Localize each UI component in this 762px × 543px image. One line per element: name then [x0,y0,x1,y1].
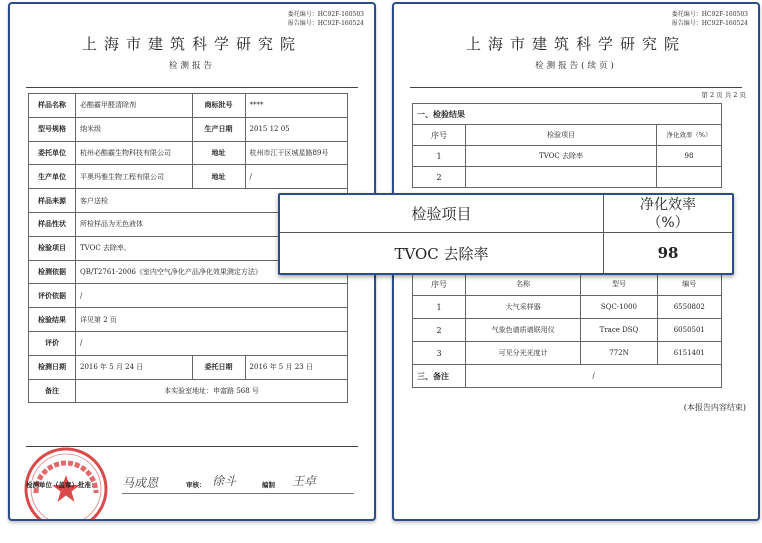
report-subtitle: 检测报告 [168,61,215,71]
table-row: 评价 / [29,331,348,355]
compiler-signature: 王卓 [292,474,317,488]
report-subtitle: 检测报告(续页) [535,61,617,71]
table-row: 3 可见分光光度计 772N 6151401 [413,342,722,365]
signature-line [122,493,354,494]
approver-signature: 马成恩 [122,476,159,490]
table-row: 1 TVOC 去除率 98 [413,146,722,167]
report-number: 报告编号：HC92F-160524 [671,20,748,27]
report-number: 报告编号：HC92F-160524 [287,20,364,27]
table-row: 检测依据 QB/T2761-2006《室内空气净化产品净化效果测定方法》 [29,260,348,284]
header-rule [410,87,742,88]
zoom-callout [278,193,734,275]
callout-item: TVOC 去除率 [394,244,489,263]
table-row: 序号 检验项目 净化效率（%） [413,125,722,146]
end-note: (本报告内容结束) [683,403,746,412]
table-row: 检验结果 详见第 2 页 [29,308,348,332]
table-row: 2 气象色谱质谱联用仪 Trace DSQ 6050501 [413,319,722,342]
table-row: 评价依据 / [29,284,348,308]
callout-item-header: 检验项目 [411,205,472,223]
callout-value-header: 净化效率 （%） [640,196,696,231]
table-row: 型号规格 纳米级 生产日期 2015 12 05 [29,117,348,141]
instruments-table [412,272,722,388]
table-row: 序号 名称 型号 编号 [413,273,722,296]
table-row: 1 大气采样器 SQC-1000 6550802 [413,296,722,319]
approve-label: 检测单位（盖章）批准： [26,481,98,489]
report-codes [672,10,748,28]
header-rule [26,87,358,88]
table-row: 检验项目 TVOC 去除率、 [29,236,348,260]
table-row: 检测日期 2016 年 5 月 24 日 委托日期 2016 年 5 月 23 日 [29,355,348,379]
commission-number: 委托编号：HC92F-160503 [671,11,748,18]
table-row: 备注 本实验室地址：申富路 568 号 [29,379,348,403]
institute-title: 上海市建筑科学研究院 [81,35,302,53]
compile-label: 编制 [262,481,275,489]
table-row: 样品性状 所检样品为无色液体 [29,212,348,236]
callout-value: 98 [657,244,679,262]
table-row: 样品名称 必酷霸甲醛清除剂 商标批号 **** [29,94,348,118]
table-row: 生产单位 平奥玛雅生物工程有限公司 地址 / [29,165,348,189]
page-number: 第 2 页 共 2 页 [701,91,746,99]
results-table [412,103,722,188]
commission-number: 委托编号：HC92F-160503 [287,11,364,18]
table-row: 委托单位 杭州必酷霸生物科技有限公司 地址 杭州市江干区城星路89号 [29,141,348,165]
institute-title: 上海市建筑科学研究院 [465,35,686,53]
reviewer-signature: 徐斗 [212,474,237,488]
table-row: 2 [413,167,722,188]
review-label: 审核： [186,481,206,489]
table-row: 三、备注 / [413,365,722,388]
report-codes [288,10,364,28]
table-row: 一、检验结果 [413,104,722,125]
table-row: 样品来源 客户送检 [29,189,348,213]
